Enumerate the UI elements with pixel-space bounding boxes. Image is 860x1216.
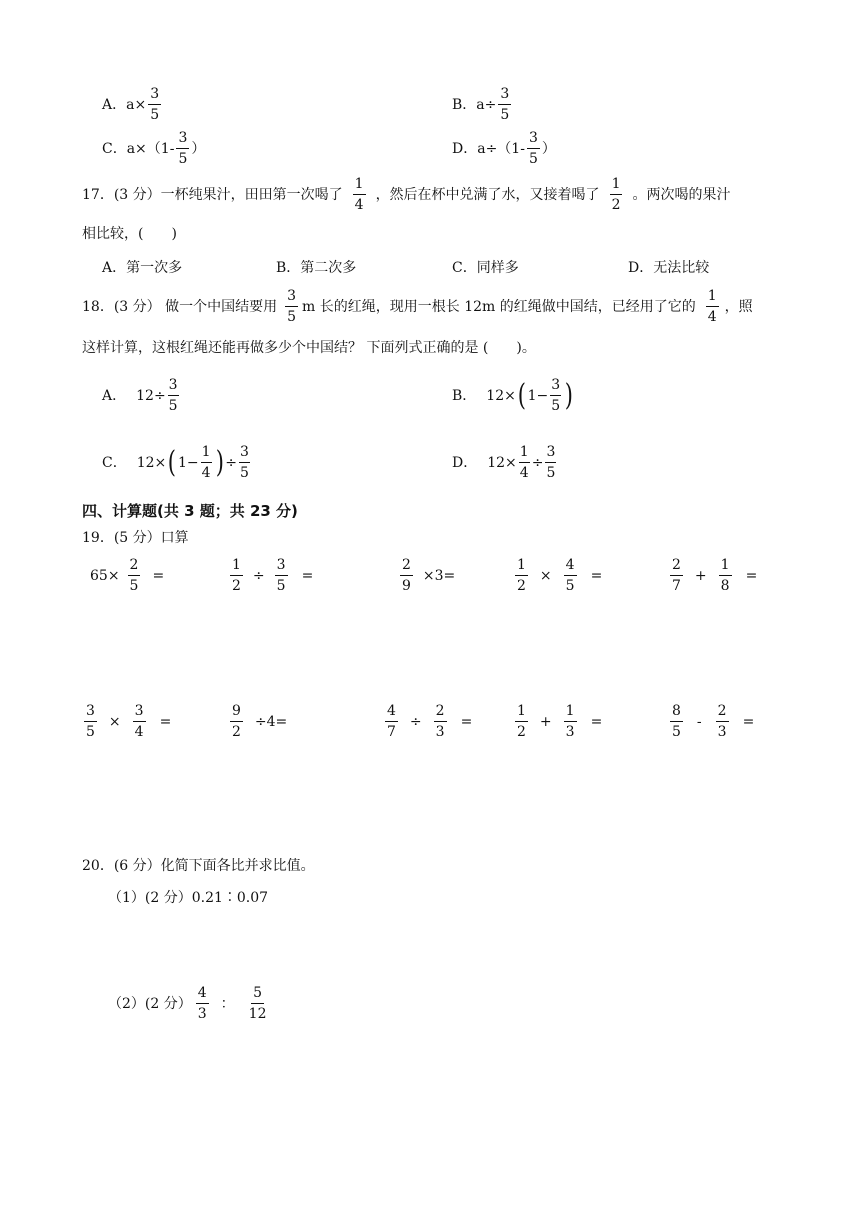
fraction: $\frac{1}{4}$	[201, 444, 211, 481]
fraction: $\frac{1}{2}$	[517, 557, 526, 594]
q19-item: $\frac{1}{2}$ × $\frac{4}{5}$ =	[517, 557, 603, 594]
section-heading: 四、计算题(共 3 题；共 23 分)	[82, 502, 298, 520]
q19-item: $\frac{4}{7}$ ÷ $\frac{2}{3}$ =	[387, 703, 473, 740]
q16-option-a: A．a× $\frac{3}{5}$	[102, 86, 160, 123]
q17-option-b: B．第二次多	[276, 260, 357, 276]
q16-option-d: D．a÷（1- $\frac{3}{5}$ ）	[452, 130, 556, 167]
fraction: $\frac{1}{2}$	[232, 557, 241, 594]
fraction: $\frac{1}{4}$	[707, 288, 717, 325]
fraction: $\frac{1}{4}$	[354, 176, 364, 213]
q17-stem: 17．(3 分）一杯纯果汁，田田第一次喝了 $\frac{1}{4}$ ，然后在杯中兑满了水，又接着喝了 $\frac{1}{2}$ 。两次喝的果汁	[82, 176, 731, 213]
q18-option-d: D． 12× $\frac{1}{4}$ ÷ $\frac{3}{5}$	[452, 444, 556, 481]
fraction: $\frac{1}{4}$	[519, 444, 529, 481]
fraction: $\frac{3}{5}$	[150, 86, 160, 123]
fraction: $\frac{3}{5}$	[276, 557, 286, 594]
q18-option-a: A． 12÷ $\frac{3}{5}$	[102, 377, 178, 414]
q17-stem-line2: 相比较，( )	[82, 226, 177, 242]
fraction: $\frac{3}{4}$	[134, 703, 144, 740]
q20-part2: （2）(2 分） $\frac{4}{3}$ ： $\frac{5}{12}$	[108, 985, 267, 1022]
fraction: $\frac{3}{5}$	[240, 444, 249, 481]
left-paren: (	[517, 377, 526, 413]
fraction: $\frac{4}{5}$	[565, 557, 575, 594]
q19-item: $\frac{3}{5}$ × $\frac{3}{4}$ =	[86, 703, 172, 740]
q17-option-c: C．同样多	[452, 260, 519, 276]
fraction: $\frac{3}{5}$	[528, 130, 538, 167]
fraction: $\frac{4}{3}$	[197, 985, 207, 1022]
fraction: $\frac{1}{8}$	[720, 557, 730, 594]
q18-stem: 18．(3 分） 做一个中国结要用 $\frac{3}{5}$ m 长的红绳，现用一根长 12m 的红绳做中国结，已经用了它的 $\frac{1}{4}$ ，照	[82, 288, 753, 325]
right-paren: )	[215, 444, 224, 480]
q17-option-a: A．第一次多	[102, 260, 183, 276]
q20-part1: （1）(2 分）0.21∶0.07	[108, 890, 269, 906]
q19-item: $\frac{8}{5}$ - $\frac{2}{3}$ =	[672, 703, 755, 740]
fraction: $\frac{2}{3}$	[435, 703, 445, 740]
fraction: $\frac{3}{5}$	[546, 444, 556, 481]
fraction: $\frac{1}{2}$	[517, 703, 526, 740]
fraction: $\frac{1}{3}$	[565, 703, 575, 740]
fraction: $\frac{2}{7}$	[672, 557, 681, 594]
fraction: $\frac{3}{5}$	[287, 288, 297, 325]
q17-option-d: D．无法比较	[628, 260, 710, 276]
fraction: $\frac{3}{5}$	[86, 703, 95, 740]
q19-item: $\frac{1}{2}$ + $\frac{1}{3}$ =	[517, 703, 603, 740]
fraction: $\frac{3}{5}$	[500, 86, 510, 123]
q19-item: $\frac{1}{2}$ ÷ $\frac{3}{5}$ =	[232, 557, 314, 594]
fraction: $\frac{2}{9}$	[402, 557, 411, 594]
fraction: $\frac{3}{5}$	[551, 377, 561, 414]
fraction: $\frac{3}{5}$	[178, 130, 188, 167]
q19-item: 65× $\frac{2}{5}$ =	[90, 557, 165, 594]
q19-title: 19．(5 分）口算	[82, 530, 189, 546]
q16-option-c: C．a×（1- $\frac{3}{5}$ ）	[102, 130, 206, 167]
q18-option-b: B． 12× ( 1− $\frac{3}{5}$ )	[452, 377, 574, 414]
q18-option-c: C． 12× ( 1− $\frac{1}{4}$ ) ÷ $\frac{3}{5}$	[102, 444, 249, 481]
fraction: $\frac{9}{2}$	[232, 703, 241, 740]
fraction: $\frac{2}{5}$	[129, 557, 139, 594]
fraction: $\frac{2}{3}$	[717, 703, 727, 740]
q20-title: 20．(6 分）化简下面各比并求比值。	[82, 858, 315, 874]
q16-option-b: B．a÷ $\frac{3}{5}$	[452, 86, 510, 123]
fraction: $\frac{8}{5}$	[672, 703, 681, 740]
right-paren: )	[564, 377, 574, 413]
q18-stem-line2: 这样计算，这根红绳还能再做多少个中国结？ 下面列式正确的是 ( )。	[82, 340, 536, 356]
fraction: $\frac{3}{5}$	[168, 377, 178, 414]
fraction: $\frac{5}{12}$	[248, 985, 267, 1022]
q19-item: $\frac{9}{2}$ ÷4=	[232, 703, 288, 740]
fraction: $\frac{1}{2}$	[611, 176, 621, 213]
q19-item: $\frac{2}{9}$ ×3=	[402, 557, 456, 594]
q19-item: $\frac{2}{7}$ + $\frac{1}{8}$ =	[672, 557, 758, 594]
left-paren: (	[168, 444, 177, 480]
fraction: $\frac{4}{7}$	[387, 703, 396, 740]
